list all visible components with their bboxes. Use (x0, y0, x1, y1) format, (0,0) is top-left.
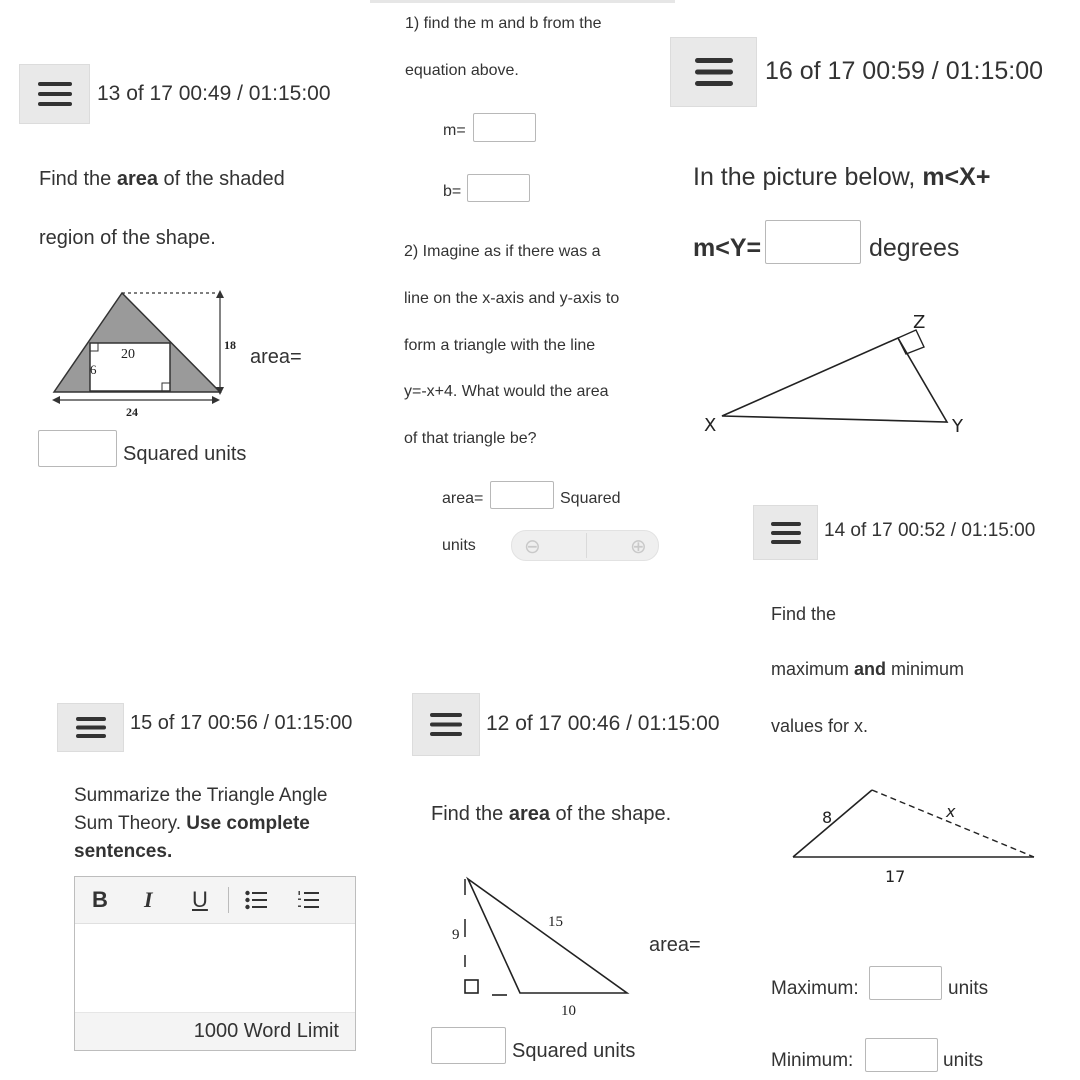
italic-button[interactable]: I (144, 887, 153, 912)
b-input[interactable] (467, 174, 530, 202)
area-input[interactable] (431, 1027, 506, 1064)
zoom-out-icon[interactable]: ⊖ (524, 536, 541, 558)
question-text-line1: Find the (771, 604, 837, 624)
editor-text-area[interactable] (75, 924, 355, 1014)
label-17: 17 (885, 867, 906, 886)
question-text: Find the area of the shape. (431, 803, 672, 825)
hamburger-icon (38, 82, 72, 106)
degrees-input[interactable] (765, 220, 861, 264)
label-side: 6 (90, 362, 97, 377)
trapezoid-figure (50, 286, 250, 418)
label-y: Y (952, 416, 963, 437)
q2-line3: form a triangle with the line (404, 337, 596, 354)
units-label-center-1: Squared (560, 490, 621, 507)
minimum-units: units (943, 1050, 984, 1071)
bullet-list-icon[interactable] (245, 890, 267, 910)
question-text-line2: Sum Theory. Use complete (74, 813, 310, 834)
minimum-label: Minimum: (771, 1050, 854, 1071)
question-text: Find the area of the shaded (39, 168, 285, 190)
label-10: 10 (561, 1003, 576, 1019)
label-15: 15 (548, 914, 563, 930)
units-label: Squared units (512, 1040, 636, 1062)
label-x: X (704, 415, 717, 436)
rich-text-editor (74, 876, 356, 1051)
q1-line1: 1) find the m and b from the (405, 15, 602, 32)
q1-line2: equation above. (405, 62, 519, 79)
degrees-label: degrees (869, 234, 960, 262)
label-x: x (946, 802, 956, 821)
triangle-xyz-figure (698, 305, 978, 440)
menu-button[interactable] (753, 505, 818, 560)
m-input[interactable] (473, 113, 536, 142)
top-scroll-strip (370, 0, 675, 3)
menu-button[interactable] (57, 703, 124, 752)
label-base: 24 (126, 405, 138, 418)
word-limit: 1000 Word Limit (193, 1020, 339, 1042)
b-label: b= (443, 183, 462, 200)
question-status: 12 of 17 00:46 / 01:15:00 (486, 712, 720, 735)
question-text-line3: sentences. (74, 841, 173, 862)
hamburger-icon (771, 522, 801, 544)
question-status: 14 of 17 00:52 / 01:15:00 (824, 520, 1036, 541)
area-label: area= (649, 934, 701, 956)
bold-button[interactable]: B (92, 887, 108, 912)
q2-line4: y=-x+4. What would the area (404, 383, 609, 400)
editor-toolbar (75, 877, 355, 924)
label-top: 20 (121, 347, 135, 362)
editor-footer (75, 1012, 355, 1050)
q2-line2: line on the x-axis and y-axis to (404, 290, 620, 307)
toolbar-separator (228, 887, 229, 913)
maximum-input[interactable] (869, 966, 942, 1000)
units-label-center-2: units (442, 537, 476, 554)
area-input[interactable] (38, 430, 117, 467)
question-text-line2: m<Y= (693, 234, 762, 262)
numbered-list-icon[interactable] (297, 890, 319, 910)
question-text-line3: values for x. (771, 716, 869, 736)
right-triangle-figure (450, 875, 635, 1023)
label-9: 9 (452, 927, 460, 943)
question-status: 16 of 17 00:59 / 01:15:00 (765, 57, 1044, 85)
hamburger-icon (695, 58, 733, 86)
units-label: Squared units (123, 443, 247, 465)
label-z: Z (913, 312, 926, 333)
question-status: 13 of 17 00:49 / 01:15:00 (97, 82, 331, 105)
m-label: m= (443, 122, 466, 139)
q2-line5: of that triangle be? (404, 430, 537, 447)
question-text-line2: region of the shape. (39, 227, 216, 249)
zoom-control (511, 530, 659, 561)
triangle-x-figure (788, 783, 1040, 888)
menu-button[interactable] (412, 693, 480, 756)
maximum-label: Maximum: (771, 978, 859, 999)
label-8: 8 (822, 808, 833, 827)
hamburger-icon (430, 713, 462, 736)
area-label-center: area= (442, 490, 484, 507)
minimum-input[interactable] (865, 1038, 938, 1072)
area-label: area= (250, 346, 302, 368)
hamburger-icon (76, 717, 106, 738)
area-input-center[interactable] (490, 481, 554, 509)
question-text-line1: Summarize the Triangle Angle (74, 785, 328, 806)
maximum-units: units (948, 978, 989, 999)
question-text-line2: maximum and minimum (771, 659, 965, 679)
menu-button[interactable] (670, 37, 757, 107)
menu-button[interactable] (19, 64, 90, 124)
q2-line1: 2) Imagine as if there was a (404, 243, 601, 260)
question-status: 15 of 17 00:56 / 01:15:00 (130, 712, 353, 734)
label-height: 18 (224, 338, 236, 352)
zoom-in-icon[interactable]: ⊕ (630, 536, 647, 558)
question-text: In the picture below, m<X+ (693, 163, 991, 191)
underline-button[interactable]: U (192, 887, 208, 912)
